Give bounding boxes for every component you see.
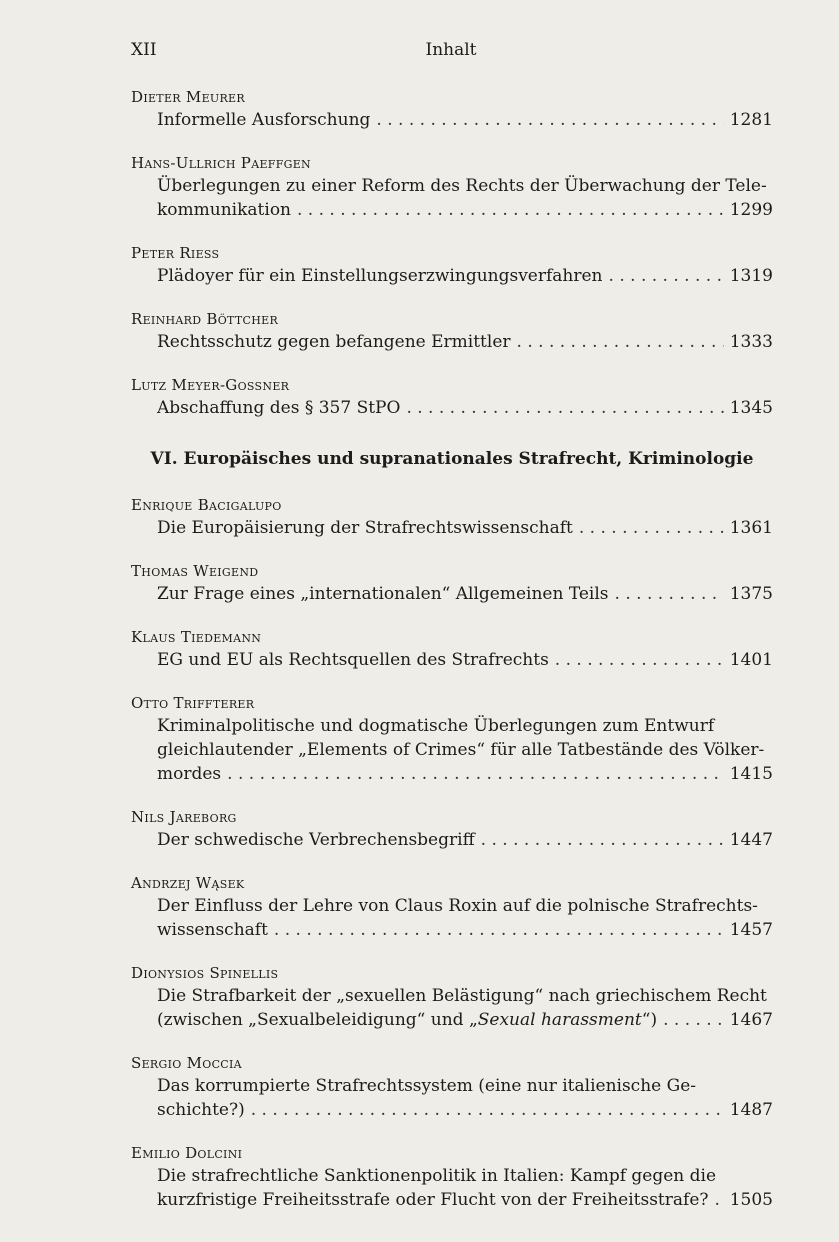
- title-text-italic: Sexual harassment: [477, 1010, 642, 1030]
- page-ref: 1467: [729, 1010, 773, 1030]
- title-line: Kriminalpolitische und dogmatische Überlegungen zum Entwurf: [157, 716, 715, 736]
- title-text: schichte?): [157, 1100, 245, 1120]
- title-last-line: [157, 828, 773, 852]
- title-text-part: “): [641, 1010, 658, 1030]
- author-name: Peter Riess: [131, 244, 220, 262]
- author-name: Thomas Weigend: [131, 562, 259, 580]
- title-last-line: [157, 108, 773, 132]
- title-last-line: [157, 264, 773, 288]
- title-last-line: [157, 918, 773, 942]
- entry-title: [157, 330, 773, 354]
- title-text-part: (zwischen „Sexualbeleidigung“ und „: [157, 1010, 478, 1030]
- toc-entry: [131, 308, 773, 354]
- entries-after-section: [131, 494, 773, 1212]
- entry-title: [157, 108, 773, 132]
- author-name: Andrzej Wąsek: [131, 874, 245, 892]
- title-text: wissenschaft: [157, 920, 268, 940]
- page-ref: 1345: [729, 398, 773, 418]
- dot-leader: [615, 582, 724, 606]
- dot-leader: [555, 648, 724, 672]
- page-ref: 1415: [729, 764, 773, 784]
- author-name: Dieter Meurer: [131, 88, 245, 106]
- entry-title: [157, 174, 773, 222]
- title-last-line: [157, 1008, 773, 1032]
- dot-leader: [715, 1188, 724, 1212]
- title-last-line: [157, 1098, 773, 1122]
- title-line: Die strafrechtliche Sanktionenpolitik in Italien: Kampf gegen die: [157, 1166, 717, 1186]
- title-text: Informelle Ausforschung: [157, 110, 371, 130]
- author-name: Dionysios Spinellis: [131, 964, 279, 982]
- author-name: Emilio Dolcini: [131, 1144, 243, 1162]
- dot-leader: [274, 918, 724, 942]
- entry-title: [157, 1074, 773, 1122]
- author-name: Enrique Bacigalupo: [131, 496, 282, 514]
- page-number: XII: [131, 40, 157, 60]
- page-ref: 1319: [729, 266, 773, 286]
- toc-entry: [131, 374, 773, 420]
- title-line: Überlegungen zu einer Reform des Rechts der Überwachung der Tele-: [157, 176, 767, 196]
- title-text: EG und EU als Rechtsquellen des Strafrechts: [157, 650, 549, 670]
- author-name: Lutz Meyer-Gossner: [131, 376, 290, 394]
- toc-entry: [131, 152, 773, 222]
- entry-title: [157, 582, 773, 606]
- title-line: gleichlautender „Elements of Crimes“ für alle Tatbestände des Völker-: [157, 740, 765, 760]
- dot-leader: [376, 108, 723, 132]
- entry-title: [157, 828, 773, 852]
- author-name: Nils Jareborg: [131, 808, 237, 826]
- title-text: Der schwedische Verbrechensbegriff: [157, 830, 475, 850]
- page-ref: 1333: [729, 332, 773, 352]
- title-line: Das korrumpierte Strafrechtssystem (eine nur italienische Ge-: [157, 1076, 697, 1096]
- dot-leader: [406, 396, 723, 420]
- author-name: Hans-Ullrich Paeffgen: [131, 154, 311, 172]
- author-name: Klaus Tiedemann: [131, 628, 262, 646]
- entries-before-section: [131, 86, 773, 420]
- title-last-line: [157, 1188, 773, 1212]
- page-ref: 1401: [729, 650, 773, 670]
- dot-leader: [251, 1098, 724, 1122]
- author-name: Reinhard Böttcher: [131, 310, 279, 328]
- dot-leader: [663, 1008, 724, 1032]
- title-last-line: [157, 330, 773, 354]
- page-ref: 1281: [729, 110, 773, 130]
- toc-entry: [131, 242, 773, 288]
- running-title: Inhalt: [425, 40, 477, 60]
- dot-leader: [481, 828, 724, 852]
- author-name: Otto Triffterer: [131, 694, 255, 712]
- page-ref: 1505: [729, 1190, 773, 1210]
- toc-entry: [131, 86, 773, 132]
- toc-entry: [131, 692, 773, 786]
- title-last-line: [157, 516, 773, 540]
- title-text: [157, 1008, 657, 1032]
- title-text: kommunikation: [157, 200, 291, 220]
- entry-title: [157, 264, 773, 288]
- dot-leader: [579, 516, 724, 540]
- toc-entry: [131, 560, 773, 606]
- dot-leader: [227, 762, 724, 786]
- title-last-line: [157, 762, 773, 786]
- title-line: Der Einfluss der Lehre von Claus Roxin auf die polnische Strafrechts-: [157, 896, 758, 916]
- title-last-line: [157, 582, 773, 606]
- title-last-line: [157, 198, 773, 222]
- entry-title: [157, 396, 773, 420]
- title-last-line: [157, 648, 773, 672]
- author-name: Sergio Moccia: [131, 1054, 242, 1072]
- section-heading: VI. Europäisches und supranationales Strafrecht, Kriminologie: [150, 449, 754, 469]
- title-text: Die Europäisierung der Strafrechtswissenschaft: [157, 518, 573, 538]
- page-ref: 1447: [729, 830, 773, 850]
- page-header: [131, 40, 771, 62]
- dot-leader: [517, 330, 724, 354]
- title-last-line: [157, 396, 773, 420]
- entry-title: [157, 1164, 773, 1212]
- page-ref: 1299: [729, 200, 773, 220]
- entry-title: [157, 984, 773, 1032]
- entry-title: [157, 894, 773, 942]
- dot-leader: [609, 264, 724, 288]
- toc-entry: [131, 1052, 773, 1122]
- toc-entry: [131, 806, 773, 852]
- entry-title: [157, 516, 773, 540]
- page-ref: 1457: [729, 920, 773, 940]
- page-ref: 1487: [729, 1100, 773, 1120]
- title-text: kurzfristige Freiheitsstrafe oder Flucht von der Freiheitsstrafe?: [157, 1190, 709, 1210]
- toc-entry: [131, 1142, 773, 1212]
- page-ref: 1375: [729, 584, 773, 604]
- title-text: Plädoyer für ein Einstellungserzwingungsverfahren: [157, 266, 603, 286]
- title-text: Abschaffung des § 357 StPO: [157, 398, 401, 418]
- entry-title: [157, 648, 773, 672]
- entry-title: [157, 714, 773, 786]
- dot-leader: [297, 198, 724, 222]
- page-ref: 1361: [729, 518, 773, 538]
- toc-entries: [131, 86, 773, 1232]
- title-text: mordes: [157, 764, 222, 784]
- toc-entry: [131, 626, 773, 672]
- toc-entry: [131, 962, 773, 1032]
- toc-entry: [131, 872, 773, 942]
- toc-entry: [131, 494, 773, 540]
- title-text: Rechtsschutz gegen befangene Ermittler: [157, 332, 511, 352]
- title-text: Zur Frage eines „internationalen“ Allgemeinen Teils: [157, 584, 609, 604]
- title-line: Die Strafbarkeit der „sexuellen Belästigung“ nach griechischem Recht: [157, 986, 767, 1006]
